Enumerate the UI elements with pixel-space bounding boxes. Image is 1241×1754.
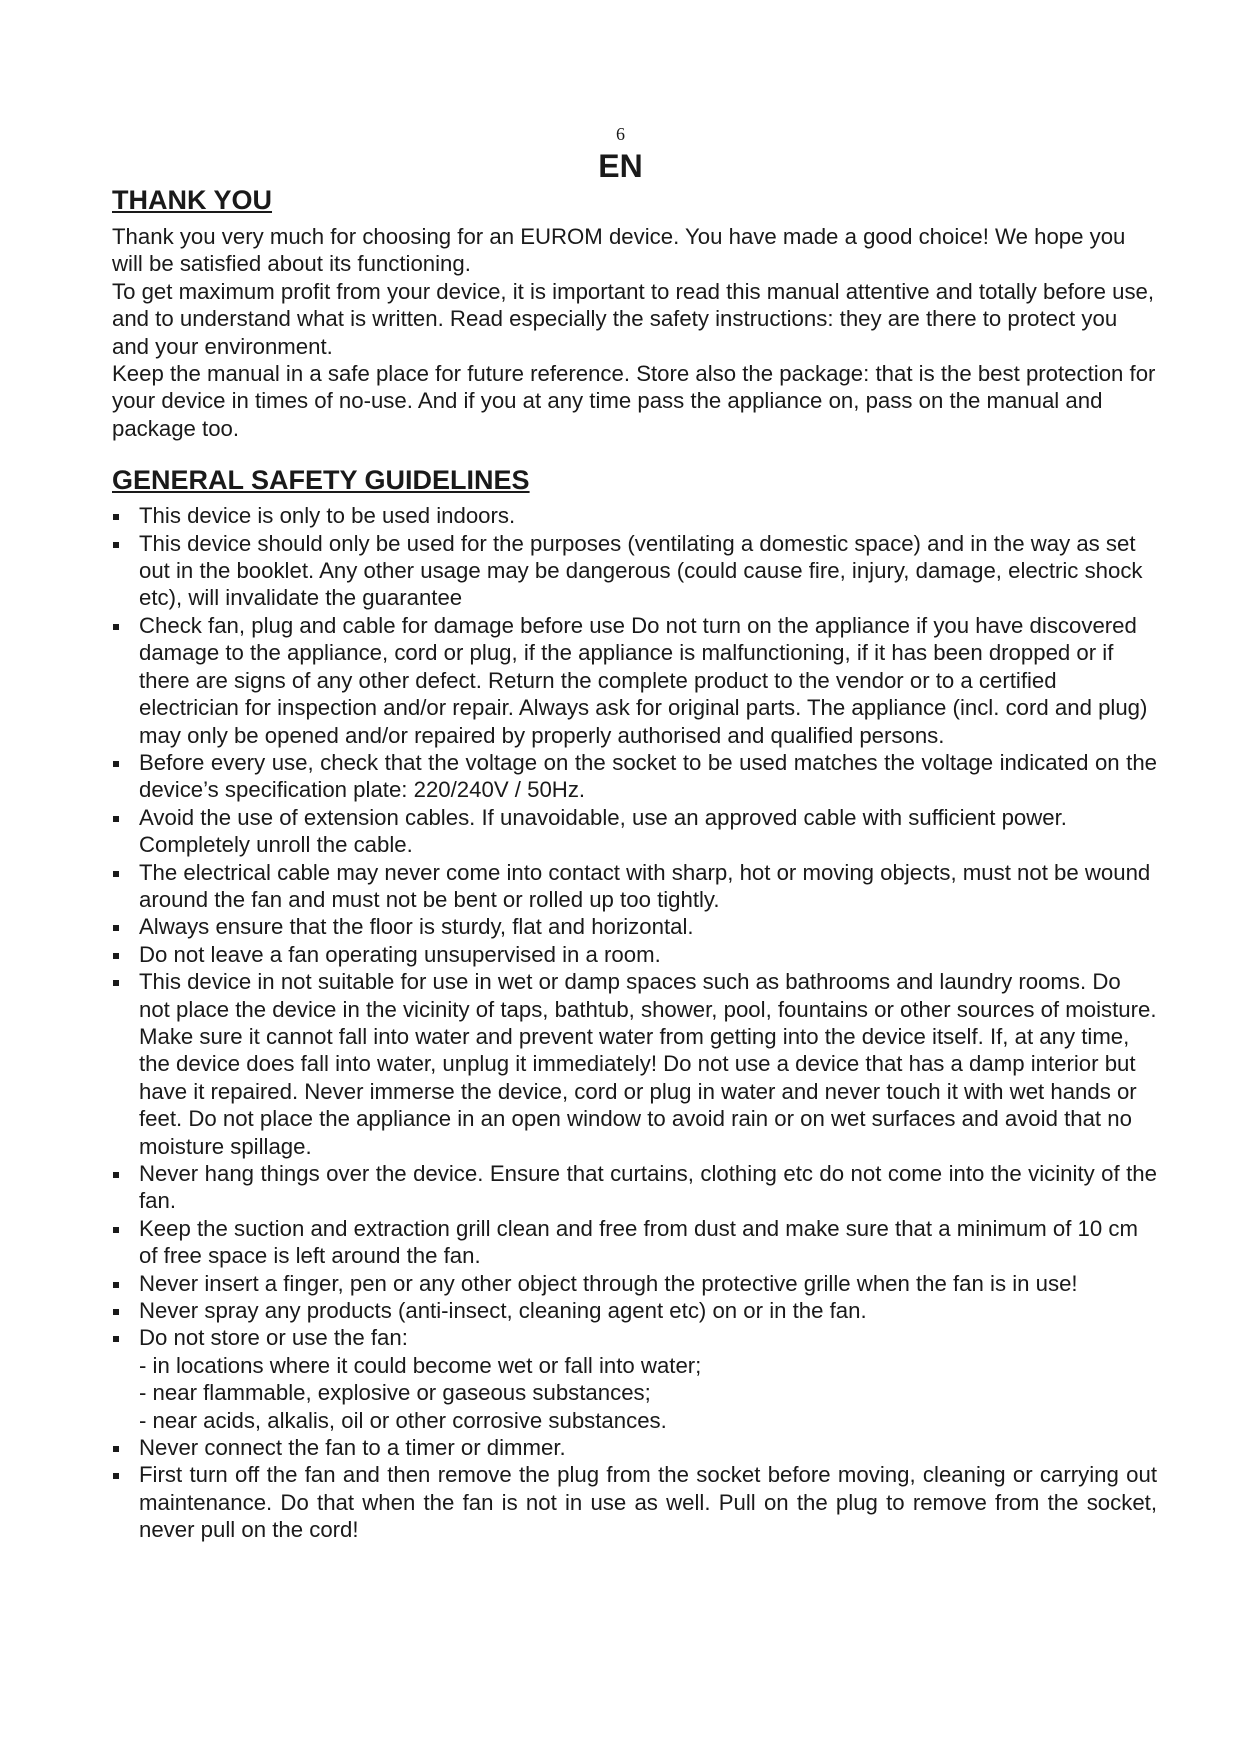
store-subitem: - near flammable, explosive or gaseous substances;	[139, 1380, 651, 1406]
safety-item: Never connect the fan to a timer or dimmer.	[112, 1434, 1157, 1461]
page-content	[112, 182, 1157, 1544]
page-number: 6	[616, 124, 625, 144]
safety-item: This device should only be used for the purposes (ventilating a domestic space) and in the way as set out in the booklet. Any other usage may be dangerous (could cause fire, injury, damage, electric shock etc), will invalidate the guarantee	[112, 530, 1157, 612]
safety-item: Never insert a finger, pen or any other object through the protective grille when the fan is in use!	[112, 1270, 1157, 1297]
safety-item: This device is only to be used indoors.	[112, 502, 1157, 529]
safety-item: The electrical cable may never come into contact with sharp, hot or moving objects, must not be wound around the fan and must not be bent or rolled up too tightly.	[112, 859, 1157, 914]
thank-you-title: THANK YOU	[112, 185, 273, 215]
safety-list	[112, 502, 1157, 1543]
store-subitem: - near acids, alkalis, oil or other corrosive substances.	[139, 1407, 667, 1433]
store-intro: Do not store or use the fan:	[139, 1325, 408, 1351]
thank-you-paragraph: Thank you very much for choosing for an EUROM device. You have made a good choice! We hope you will be satisfied about its functioning.	[112, 224, 1126, 277]
safety-title: GENERAL SAFETY GUIDELINES	[112, 465, 530, 496]
safety-item: Never hang things over the device. Ensure that curtains, clothing etc do not come into the vicinity of the fan.	[112, 1160, 1157, 1215]
safety-item: Avoid the use of extension cables. If unavoidable, use an approved cable with sufficient power. Completely unroll the cable.	[112, 804, 1157, 859]
safety-item: Check fan, plug and cable for damage before use Do not turn on the appliance if you have discovered damage to the appliance, cord or plug, if the appliance is malfunctioning, if it has been dropped or if there are signs of any other defect. Return the complete product to the vendor or to a certified electrician for inspection and/or repair. Always ask for original parts. The appliance (incl. cord and plug) may only be opened and/or repaired by properly authorised and qualified persons.	[112, 612, 1157, 749]
language-code: EN	[598, 148, 643, 184]
safety-item: Do not leave a fan operating unsupervised in a room.	[112, 941, 1157, 968]
safety-item: Never spray any products (anti-insect, cleaning agent etc) on or in the fan.	[112, 1297, 1157, 1324]
safety-item: This device in not suitable for use in wet or damp spaces such as bathrooms and laundry rooms. Do not place the device in the vicinity of taps, bathtub, shower, pool, fountains or other sources of moisture. Make sure it cannot fall into water and prevent water from getting into the device itself. If, at any time, the device does fall into water, unplug it immediately! Do not use a device that has a damp interior but have it repaired. Never immerse the device, cord or plug in water and never touch it with wet hands or feet. Do not place the appliance in an open window to avoid rain or on wet surfaces and avoid that no moisture spillage.	[112, 968, 1157, 1160]
safety-item: Before every use, check that the voltage on the socket to be used matches the voltage indicated on the device’s specification plate: 220/240V / 50Hz.	[112, 749, 1157, 804]
store-subitem: - in locations where it could become wet or fall into water;	[139, 1352, 702, 1378]
thank-you-paragraph: Keep the manual in a safe place for future reference. Store also the package: that is the best protection for your device in times of no-use. And if you at any time pass the appliance on, pass on the manual and package too.	[112, 361, 1156, 441]
safety-item: Always ensure that the floor is sturdy, flat and horizontal.	[112, 913, 1157, 940]
safety-item: Keep the suction and extraction grill clean and free from dust and make sure that a minimum of 10 cm of free space is left around the fan.	[112, 1215, 1157, 1270]
safety-item-store	[112, 1324, 1157, 1434]
thank-you-paragraph: To get maximum profit from your device, it is important to read this manual attentive and totally before use, and to understand what is written. Read especially the safety instructions: they are there to protect you and your environment.	[112, 278, 1155, 359]
safety-item: First turn off the fan and then remove the plug from the socket before moving, cleaning or carrying out maintenance. Do that when the fan is not in use as well. Pull on the plug to remove from the socket, never pull on the cord!	[112, 1461, 1157, 1543]
